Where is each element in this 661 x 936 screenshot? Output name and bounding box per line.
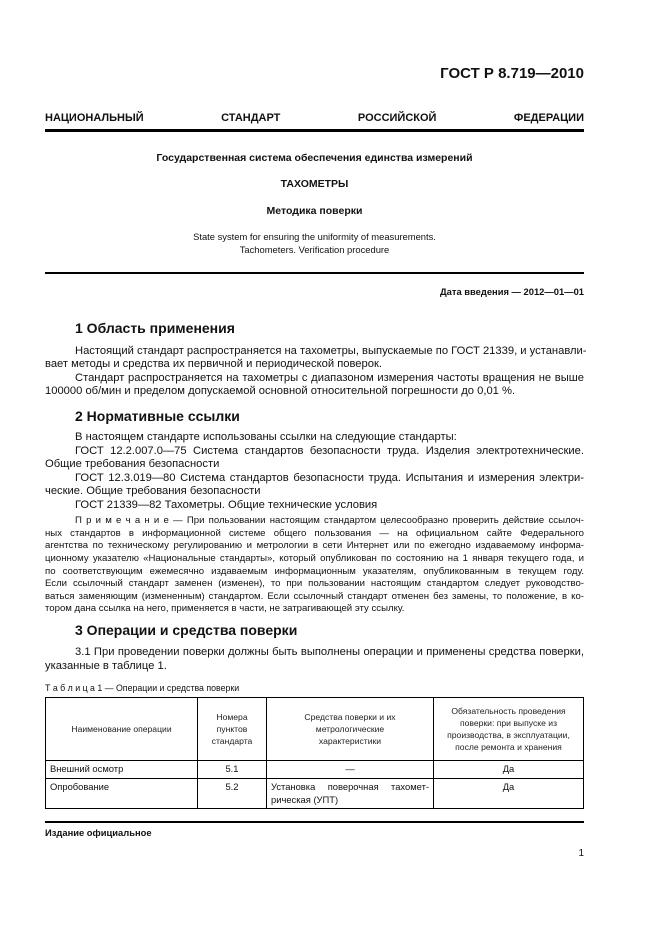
note-line: ваться заменяющим (измененным) стандартом. Если ссылочный стандарт отменен без замены, то положение, в ко-: [45, 591, 584, 602]
footer-rule: [45, 821, 584, 823]
note-line: тором дана ссылка на него, применяется в части, не затрагивающей эту ссылку.: [45, 603, 405, 614]
text-line: ГОСТ 21339—82 Тахометры. Общие технические условия: [75, 499, 378, 511]
note-line: П р и м е ч а н и е — При пользовании настоящим стандартом целесообразно проверить действие ссылоч-: [75, 515, 584, 526]
text-line: 3.1 При проведении поверки должны быть выполнены операции и применены средства поверки,: [75, 646, 584, 658]
text-line: Стандарт распространяется на тахометры с диапазоном измерения частоты вращения не выше: [75, 372, 584, 384]
table-cell: —: [267, 761, 434, 779]
section-1-heading: 1 Область применения: [75, 320, 235, 336]
table-cell: Да: [434, 779, 584, 809]
introduction-date: Дата введения — 2012—01—01: [439, 286, 584, 297]
note-line: ционному указателю «Национальные стандарты», который опубликован по состоянию на 1 января текущего года, и: [45, 553, 584, 564]
document-subtitle: Методика поверки: [266, 205, 363, 217]
text-line: Настоящий стандарт распространяется на тахометры, выпускаемые по ГОСТ 21339, и устанавли-: [75, 345, 587, 357]
text-line: 100000 об/мин и пределом допускаемой основной относительной погрешности до 0,01 %.: [45, 385, 516, 397]
text-line: указанные в таблице 1.: [45, 660, 167, 672]
table-cell: Установка поверочная тахометрическая (УПТ): [267, 779, 434, 809]
note-line: Если ссылочный стандарт заменен (изменен), то при пользовании настоящим стандартом следует руководство-: [45, 578, 584, 589]
column-header: Средства поверки и их метрологические характеристики: [267, 698, 434, 761]
text-line: вает методы и средства их первичной и периодической поверок.: [45, 358, 382, 370]
text-line: В настоящем стандарте использованы ссылки на следующие стандарты:: [75, 431, 457, 443]
table-cell: Да: [434, 761, 584, 779]
note-line: агентства по техническому регулированию и метрологии в сети Интернет или по ежегодно издаваемому информа-: [45, 540, 584, 551]
note-line: ных стандартов в информационной системе общего пользования — на официальном сайте Федерального: [45, 528, 584, 539]
column-header: Номера пунктов стандарта: [198, 698, 267, 761]
english-title-line2: Tachometers. Verification procedure: [239, 244, 390, 255]
section-3-heading: 3 Операции и средства поверки: [75, 622, 298, 638]
national-standard-banner: НАЦИОНАЛЬНЫЙ СТАНДАРТ РОССИЙСКОЙ ФЕДЕРАЦИИ: [45, 112, 584, 124]
table-cell: Внешний осмотр: [46, 761, 198, 779]
page-number: 1: [578, 848, 584, 859]
column-header: Наименование операции: [46, 698, 198, 761]
table-row: [46, 779, 584, 809]
official-edition-label: Издание официальное: [45, 827, 152, 838]
note-line: по соответствующим ежемесячно издаваемым информационным указателям, опубликованным в текущем году.: [45, 566, 584, 577]
table-cell: Опробование: [46, 779, 198, 809]
table-cell: 5.2: [198, 779, 267, 809]
document-title: ТАХОМЕТРЫ: [280, 178, 349, 190]
title-rule: [45, 272, 584, 274]
text-line: Общие требования безопасности: [45, 458, 220, 470]
column-header: Обязательность проведения поверки: при выпуске из производства, в эксплуатации, после ремонта и хранения: [434, 698, 584, 761]
operations-table: [45, 697, 584, 809]
text-line: ГОСТ 12.2.007.0—75 Система стандартов безопасности труда. Изделия электротехнические.: [75, 445, 584, 457]
english-title-line1: State system for ensuring the uniformity of measurements.: [193, 231, 436, 242]
table-cell: 5.1: [198, 761, 267, 779]
text-line: ческие. Общие требования безопасности: [45, 485, 261, 497]
section-2-heading: 2 Нормативные ссылки: [75, 408, 240, 424]
document-code: ГОСТ Р 8.719—2010: [440, 65, 584, 82]
table-row: [46, 761, 584, 779]
system-title: Государственная система обеспечения единства измерений: [156, 152, 473, 164]
table-caption: Т а б л и ц а 1 — Операции и средства поверки: [45, 683, 240, 693]
table-header-row: [46, 698, 584, 761]
top-rule: [45, 129, 584, 132]
text-line: ГОСТ 12.3.019—80 Система стандартов безопасности труда. Испытания и измерения электри-: [75, 472, 584, 484]
